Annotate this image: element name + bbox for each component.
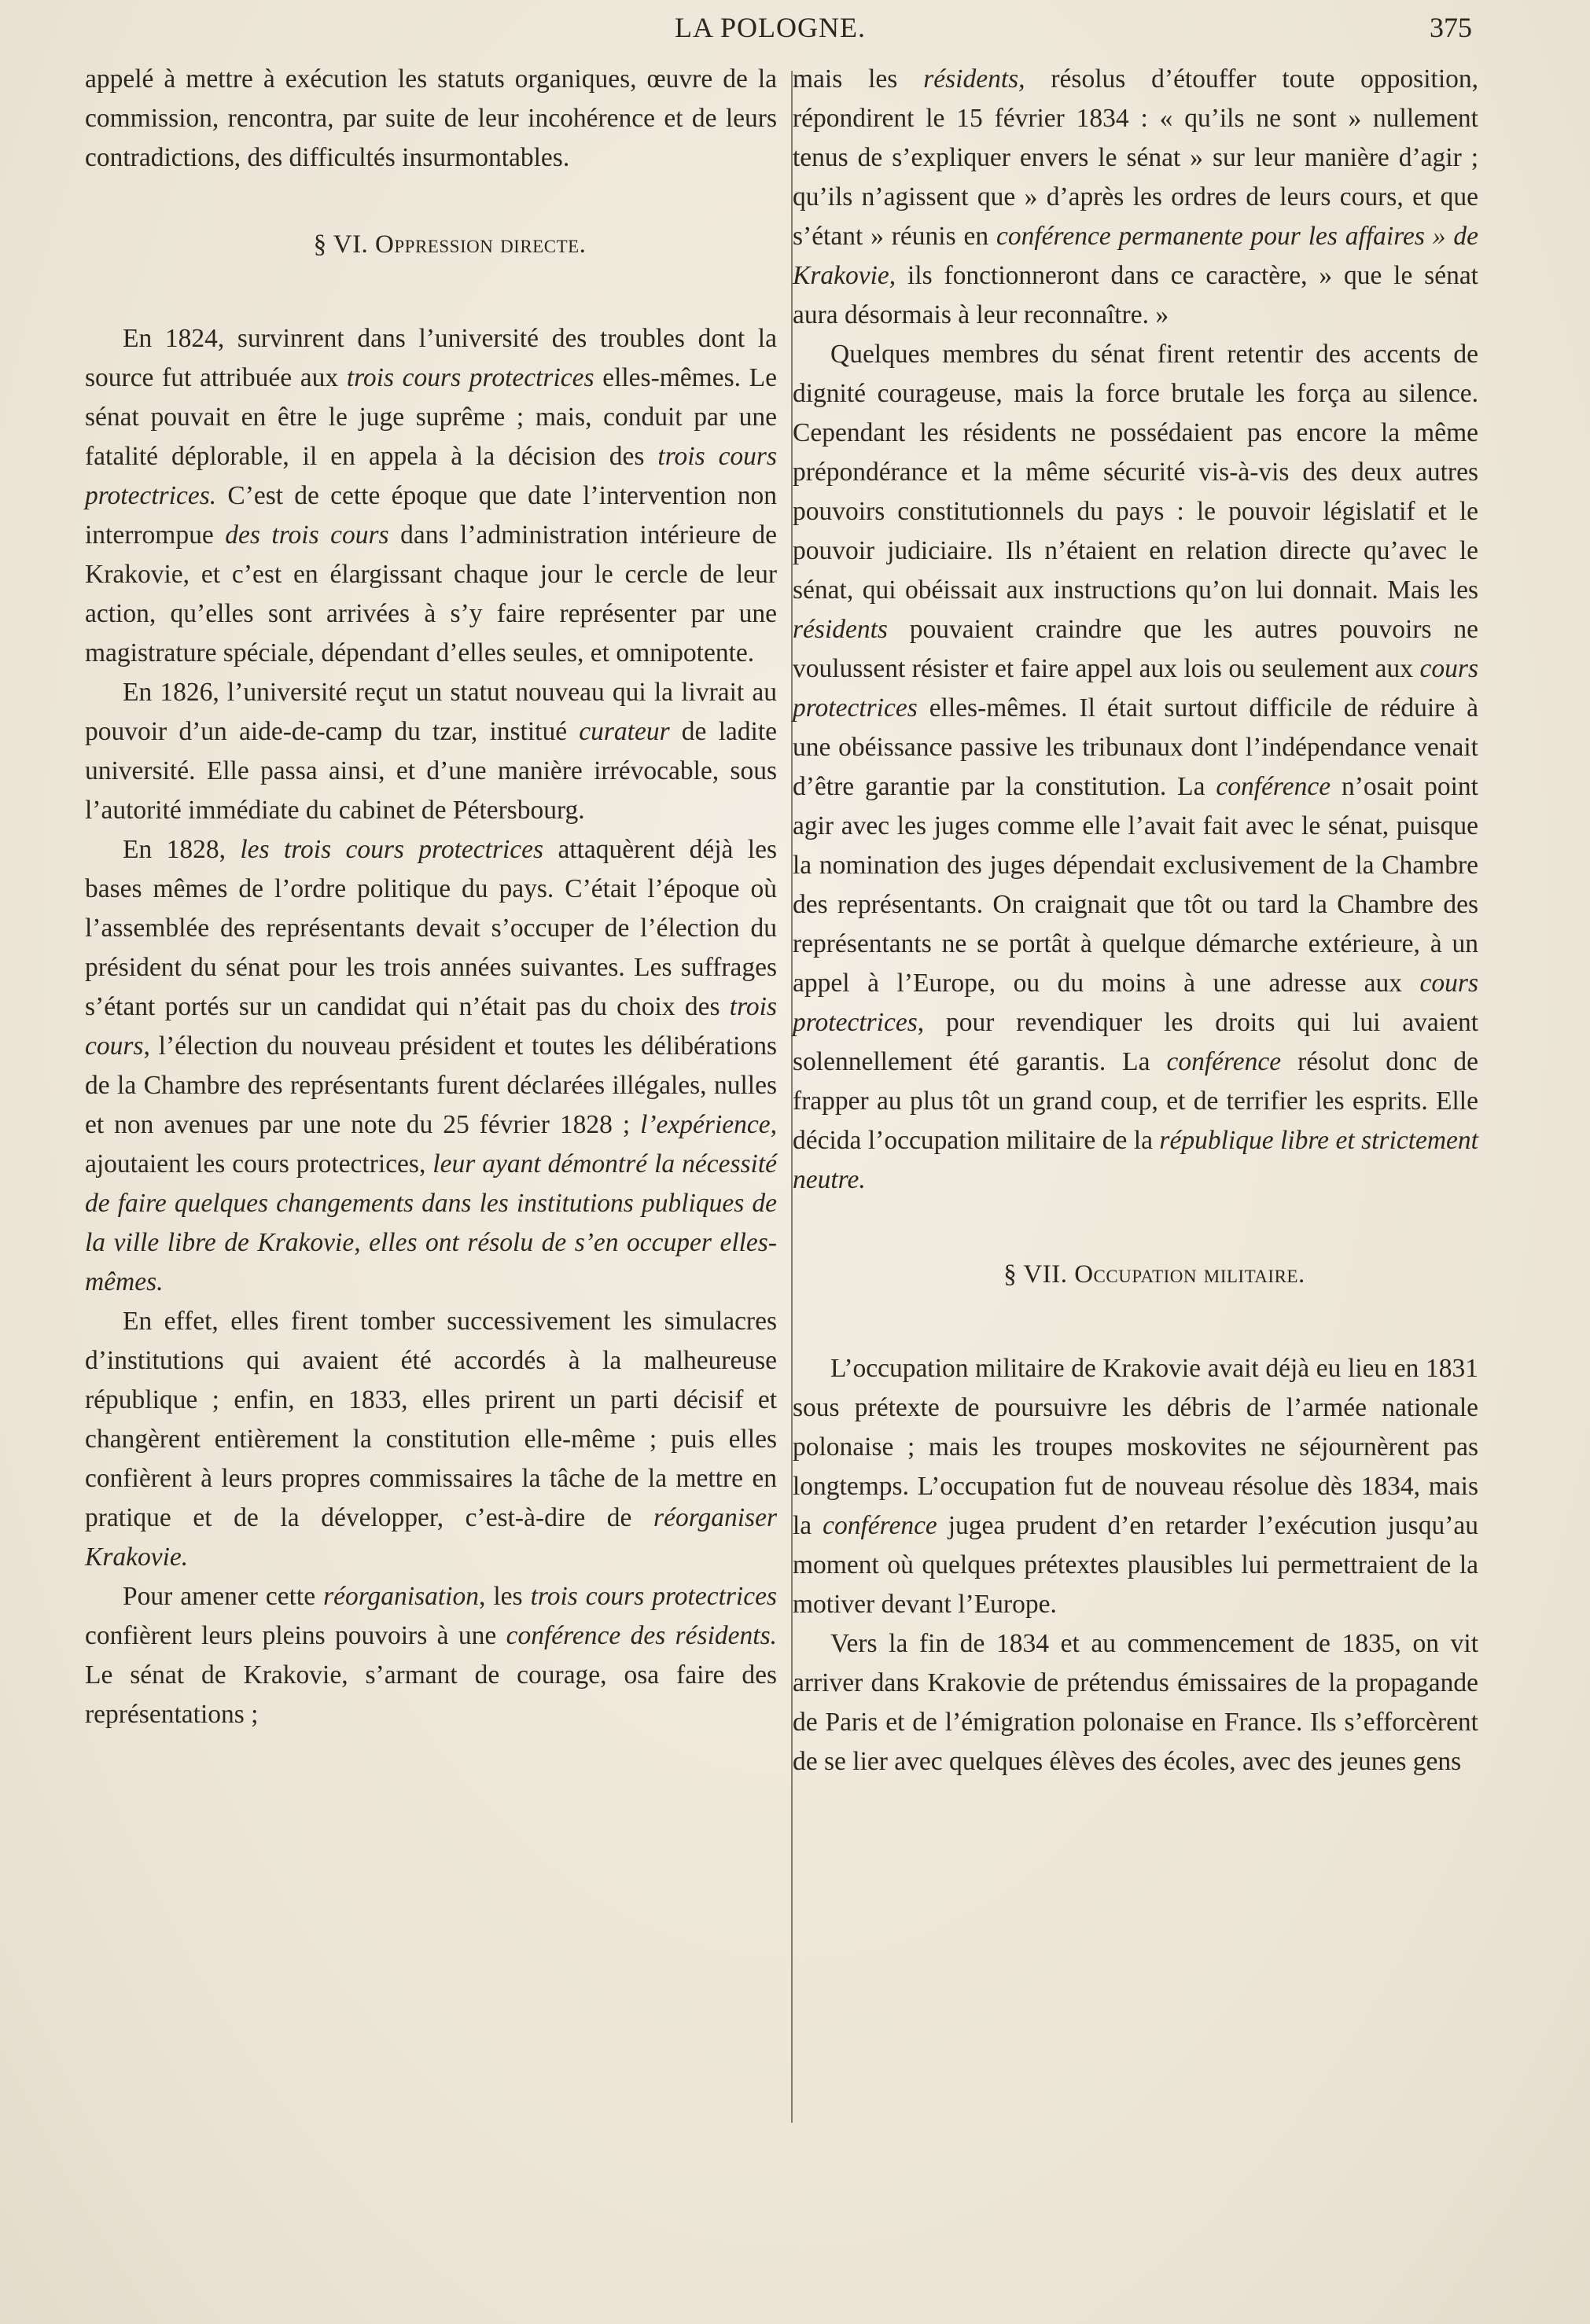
paragraph: Vers la fin de 1834 et au commencement de 1835, on vit arriver dans Krakovie de prétendus émissaires de la propagande de Paris et de l’émigration polonaise en France. Ils s’efforcèrent de se lier avec quelques élèves des écoles, avec des jeunes gens [793,1629,1478,1776]
paragraph: L’occupation militaire de Krakovie avait déjà eu lieu en 1831 sous prétexte de poursuivre les débris de l’armée nationale polonaise ; mais les troupes moskovites ne séjournèrent pas longtemps. L’occupation fut de nouveau résolue dès 1834, mais la conférence jugea prudent d’en retarder l’exécution jusqu’au moment où quelques prétextes plausibles lui permettraient de la motiver devant l’Europe. [793,1354,1478,1619]
paragraph: Pour amener cette réorganisation, les trois cours protectrices confièrent leurs pleins pouvoirs à une conférence des résidents. Le sénat de Krakovie, s’armant de courage, osa faire des représentations ; [85,1582,777,1729]
page-number: 375 [1430,12,1472,43]
right-column [793,60,1478,1782]
section-heading: § VI. Oppression directe. [313,230,587,259]
paragraph: appelé à mettre à exécution les statuts organiques, œuvre de la commission, rencontra, par suite de leur incohérence et de leurs contradictions, des difficultés insurmontables. [85,64,777,172]
running-head [0,11,1590,50]
section-heading: § VII. Occupation militaire. [1003,1260,1305,1289]
paragraph: En effet, elles firent tomber successivement les simulacres d’institutions qui avaient été accordés à la malheureuse république ; enfin, en 1833, elles prirent un parti décisif et changèrent entièrement la constitution elle-même ; puis elles confièrent à leurs propres commissaires la tâche de la mettre en pratique et de la développer, c’est-à-dire de réorganiser Krakovie. [85,1307,777,1572]
running-title: LA POLOGNE. [675,12,866,43]
paragraph: En 1826, l’université reçut un statut nouveau qui la livrait au pouvoir d’un aide-de-camp du tzar, institué curateur de ladite université. Elle passa ainsi, et d’une manière irrévocable, sous l’autorité immédiate du cabinet de Pétersbourg. [85,678,778,825]
paragraph: En 1824, survinrent dans l’université des troubles dont la source fut attribuée aux trois cours protectrices elles-mêmes. Le sénat pouvait en être le juge suprême ; mais, conduit par une fatalité déplorable, il en appela à la décision des trois cours protectrices. C’est de cette époque que date l’intervention non interrompue des trois cours dans l’administration intérieure de Krakovie, et c’est en élargissant chaque jour le cercle de leur action, qu’elles sont arrivées à s’y faire représenter par une magistrature spéciale, dépendant d’elles seules, et omnipotente. [85,324,778,667]
paragraph: Quelques membres du sénat firent retentir des accents de dignité courageuse, mais la force brutale les força au silence. Cependant les résidents ne possédaient pas encore la même prépondérance et la même sécurité vis-à-vis des deux autres pouvoirs constitutionnels du pays : le pouvoir législatif et le pouvoir judiciaire. Ils n’étaient en relation directe qu’avec le sénat, qui obéissait aux instructions qu’on lui donnait. Mais les résidents pouvaient craindre que les autres pouvoirs ne voulussent résister et faire appel aux lois ou seulement aux cours protectrices elles-mêmes. Il était surtout difficile de réduire à une obéissance passive les tribunaux dont l’indépendance venait d’être garantie par la constitution. La conférence n’osait point agir avec les juges comme elle l’avait fait avec le sénat, puisque la nomination des juges dépendait exclusivement de la Chambre des représentants. On craignait que tôt ou tard la Chambre des représentants ne se portât à quelque démarche extérieure, à un appel à l’Europe, ou du moins à une adresse aux cours protectrices, pour revendiquer les droits qui lui avaient solennellement été garantis. La conférence résolut donc de frapper au plus tôt un grand coup, et de terrifier les esprits. Elle décida l’occupation militaire de la république libre et strictement neutre. [793,340,1478,1194]
paragraph: En 1828, les trois cours protectrices attaquèrent déjà les bases mêmes de l’ordre politique du pays. C’était l’époque où l’assemblée des représentants devait s’occuper de l’élection du président du sénat pour les trois années suivantes. Les suffrages s’étant portés sur un candidat qui n’était pas du choix des trois cours, l’élection du nouveau président et toutes les délibérations de la Chambre des représentants furent déclarées illégales, nulles et non avenues par une note du 25 février 1828 ; l’expérience, ajoutaient les cours protectrices, leur ayant démontré la nécessité de faire quelques changements dans les institutions publiques de la ville libre de Krakovie, elles ont résolu de s’en occuper elles-mêmes. [85,835,778,1296]
left-column [85,60,777,1734]
paragraph: mais les résidents, résolus d’étouffer toute opposition, répondirent le 15 février 1834 : « qu’ils ne sont » nullement tenus de s’expliquer envers le sénat » sur leur manière d’agir ; qu’ils n’agissent que » d’après les ordres de leurs cours, et que s’étant » réunis en conférence permanente pour les affaires » de Krakovie, ils fonctionneront dans ce caractère, » que le sénat aura désormais à leur reconnaître. » [793,64,1478,329]
